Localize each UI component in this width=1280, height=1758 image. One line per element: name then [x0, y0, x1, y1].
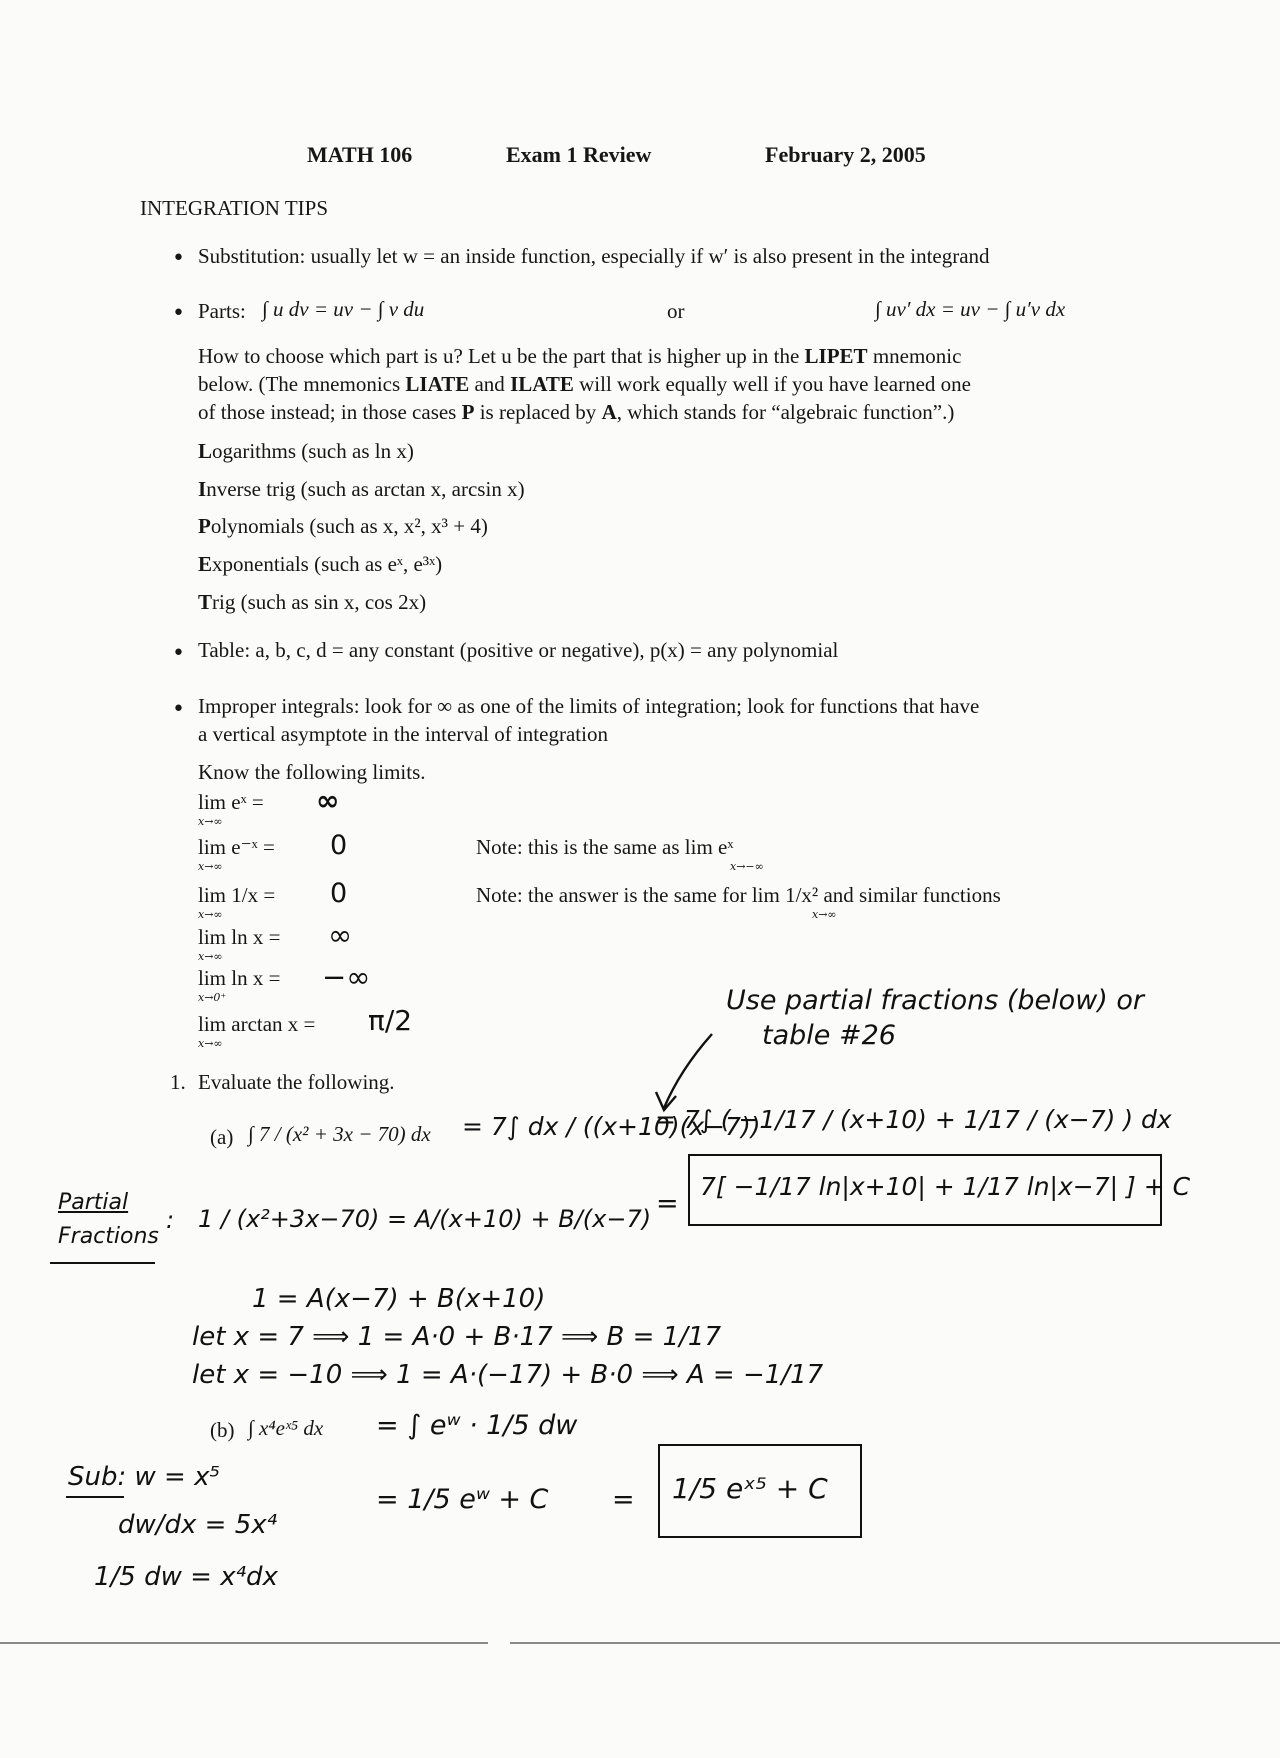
sub-line-3: 1/5 dw = x⁴dx	[94, 1562, 278, 1592]
limit-expr: lim ln x =	[198, 925, 281, 949]
parts-formula-2: ∫ uv′ dx = uv − ∫ u′v dx	[875, 297, 1066, 321]
tip-substitution: Substitution: usually let w = an inside function, especially if w′ is also present in the integrand	[198, 244, 990, 268]
parts-expl-2b: will work equally well if you have learned one	[579, 372, 971, 396]
limit-sub: x→∞	[198, 908, 223, 921]
limit-sub: x→∞	[198, 860, 223, 873]
scan-rule-right	[510, 1642, 1280, 1644]
lipet-item-logarithms: Logarithms (such as ln x)	[198, 439, 414, 463]
limit-note-sub: x→∞	[812, 908, 837, 921]
part-a-step1: = 7∫ dx / ((x+10)(x−7))	[462, 1112, 761, 1141]
a-letter: A	[601, 400, 617, 424]
know-limits: Know the following limits.	[198, 760, 426, 784]
lipet-item-exponentials: Exponentials (such as eˣ, e³ˣ)	[198, 552, 443, 576]
part-a-label: (a)	[210, 1125, 234, 1149]
sub-line-1: Sub: w = x⁵	[68, 1462, 220, 1492]
parts-or: or	[667, 299, 685, 323]
tip-improper-1: Improper integrals: look for ∞ as one of the limits of integration; look for functions that have	[198, 694, 980, 718]
limit-answer: 0	[330, 878, 348, 909]
part-b-step1: = ∫ eʷ · 1/5 dw	[376, 1410, 578, 1441]
sub-underline	[66, 1496, 124, 1498]
limit-expr: lim eˣ =	[198, 790, 264, 814]
bullet-table: •	[172, 641, 185, 666]
limit-answer: −∞	[322, 960, 371, 994]
parts-expl-2a: below. (The mnemonics	[198, 372, 401, 396]
limit-answer: π/2	[368, 1004, 413, 1037]
scan-rule-left	[0, 1642, 488, 1644]
limit-note: Note: this is the same as lim eˣ	[476, 835, 734, 859]
pf-line-3: let x = −10 ⟹ 1 = A·(−17) + B·0 ⟹ A = −1/17	[192, 1360, 824, 1390]
annotation-partial-fractions: Use partial fractions (below) or	[726, 985, 1145, 1016]
limit-sub: x→∞	[198, 1037, 223, 1050]
course-title: MATH 106	[307, 142, 413, 167]
limit-note-sub: x→−∞	[730, 860, 764, 873]
lipet-item-trig: Trig (such as sin x, cos 2x)	[198, 590, 427, 614]
limit-answer: ∞	[328, 918, 353, 952]
parts-expl-1: How to choose which part is u? Let u be the part that is higher up in the	[198, 344, 800, 368]
p-letter: P	[461, 400, 475, 424]
parts-expl-1-end: mnemonic	[872, 344, 962, 368]
parts-expl-3c: , which stands for “algebraic function”.)	[616, 400, 955, 424]
bullet-substitution: •	[172, 246, 185, 271]
limit-sub: x→∞	[198, 815, 223, 828]
tip-table: Table: a, b, c, d = any constant (positive or negative), p(x) = any polynomial	[198, 638, 839, 662]
limit-note: Note: the answer is the same for lim 1/x² and similar functions	[476, 883, 1001, 907]
part-b-answer: 1/5 eˣ⁵ + C	[672, 1472, 828, 1505]
pf-line-1: 1 = A(x−7) + B(x+10)	[252, 1284, 546, 1314]
equals-sign-b: =	[612, 1484, 635, 1515]
part-b-step2: = 1/5 eʷ + C	[376, 1484, 549, 1515]
limit-sub: x→0⁺	[198, 991, 227, 1004]
parts-formula-1: ∫ u dv = uv − ∫ v du	[262, 297, 425, 321]
limit-expr: lim 1/x =	[198, 883, 276, 907]
part-a-integral: ∫ 7 / (x² + 3x − 70) dx	[248, 1122, 431, 1146]
exam-title: Exam 1 Review	[506, 142, 652, 167]
and-word: and	[474, 372, 505, 396]
partial-fractions-underline	[50, 1262, 155, 1264]
exam-date: February 2, 2005	[765, 142, 926, 167]
liate-word: LIATE	[405, 372, 470, 396]
lipet-item-inverse-trig: Inverse trig (such as arctan x, arcsin x)	[198, 477, 525, 501]
bullet-improper: •	[172, 697, 185, 722]
partial-fractions-equation: 1 / (x²+3x−70) = A/(x+10) + B/(x−7)	[198, 1205, 652, 1233]
lipet-item-polynomials: Polynomials (such as x, x², x³ + 4)	[198, 514, 488, 538]
lipet-word: LIPET	[804, 344, 868, 368]
tip-improper-2: a vertical asymptote in the interval of integration	[198, 722, 608, 746]
sub-line-2: dw/dx = 5x⁴	[118, 1510, 278, 1540]
parts-explanation-line1	[198, 344, 961, 369]
part-a-answer: 7[ −1/17 ln|x+10| + 1/17 ln|x−7| ] + C	[700, 1172, 1191, 1201]
limit-expr: lim e⁻ˣ =	[198, 835, 275, 859]
parts-explanation-line3	[198, 400, 954, 425]
limit-answer: ∞	[316, 784, 340, 817]
parts-expl-3b: is replaced by	[479, 400, 597, 424]
partial-fractions-label-1: Partial	[58, 1190, 129, 1215]
ilate-word: ILATE	[510, 372, 574, 396]
colon: :	[166, 1206, 175, 1234]
problem-instruction: Evaluate the following.	[198, 1070, 395, 1094]
bullet-parts: •	[172, 301, 185, 326]
part-b-label: (b)	[210, 1418, 235, 1442]
limit-expr: lim ln x =	[198, 966, 281, 990]
limit-sub: x→∞	[198, 950, 223, 963]
part-a-step2: = 7∫ ( −1/17 / (x+10) + 1/17 / (x−7) ) dx	[655, 1105, 1172, 1134]
limit-answer: 0	[330, 830, 348, 861]
partial-fractions-label-2: Fractions	[58, 1224, 159, 1249]
parts-explanation-line2	[198, 372, 971, 397]
parts-expl-3a: of those instead; in those cases	[198, 400, 457, 424]
tip-parts-label: Parts:	[198, 299, 246, 323]
equals-sign: =	[656, 1188, 679, 1219]
part-b-integral: ∫ x⁴eˣ⁵ dx	[248, 1416, 324, 1440]
pf-line-2: let x = 7 ⟹ 1 = A·0 + B·17 ⟹ B = 1/17	[192, 1322, 722, 1352]
problem-number: 1.	[170, 1070, 186, 1094]
annotation-table: table #26	[762, 1020, 896, 1051]
section-title: INTEGRATION TIPS	[140, 196, 329, 220]
limit-expr: lim arctan x =	[198, 1012, 316, 1036]
